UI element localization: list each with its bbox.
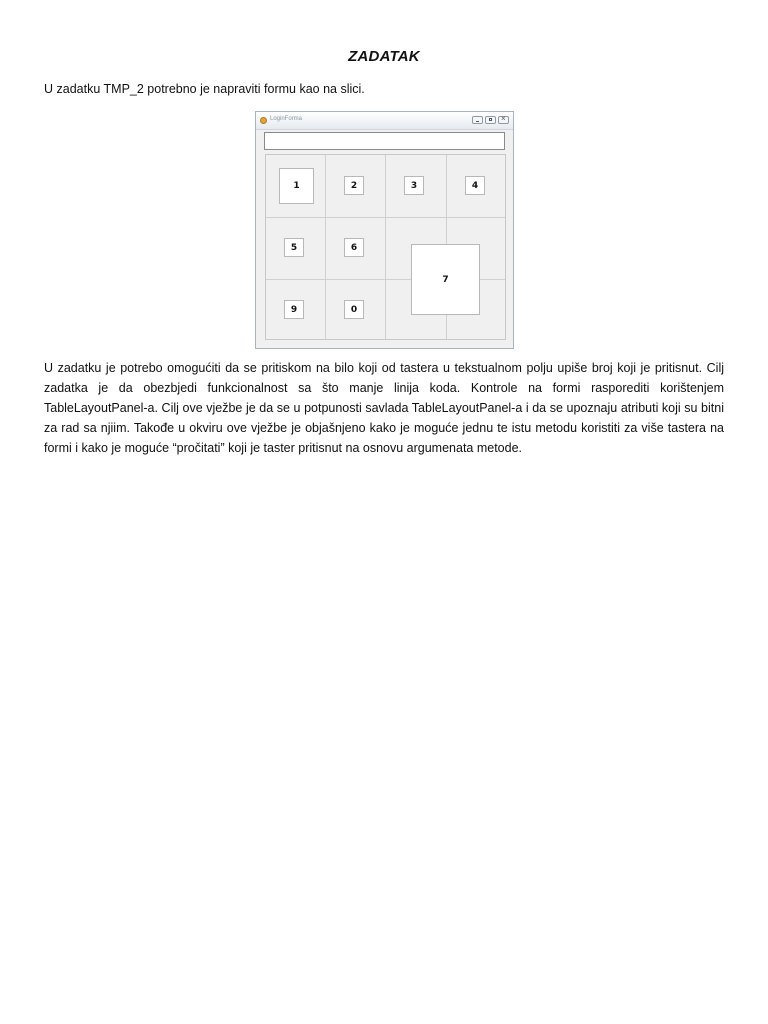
key-9-button[interactable]: 9 [284,300,304,319]
key-1-button[interactable]: 1 [279,168,314,204]
close-icon[interactable] [498,116,509,124]
window-controls [472,116,509,124]
grid-line [266,217,505,218]
window-title: LoginForma [270,116,303,122]
key-6-button[interactable]: 6 [344,238,364,257]
app-icon [260,117,267,124]
key-7-button[interactable]: 7 [411,244,480,315]
key-3-button[interactable]: 3 [404,176,424,195]
grid-line [325,155,326,339]
grid-line [385,155,386,339]
document-title: ZADATAK [348,48,420,65]
key-0-button[interactable]: 0 [344,300,364,319]
form-screenshot [255,111,514,349]
intro-paragraph: U zadatku TMP_2 potrebno je napraviti formu kao na slici. [44,82,365,96]
minimize-icon[interactable] [472,116,483,124]
maximize-icon[interactable] [485,116,496,124]
window-titlebar [256,112,513,130]
key-2-button[interactable]: 2 [344,176,364,195]
key-5-button[interactable]: 5 [284,238,304,257]
number-textbox[interactable] [264,132,505,150]
task-description-paragraph: U zadatku je potrebo omogućiti da se pritiskom na bilo koji od tastera u tekstualnom polju upiše broj koji je pritisnut. Cilj zadatka je da obezbjedi funkcionalnost sa što manje linija koda. Kontrole na formi rasporediti korištenjem TableLayoutPanel-a. Cilj ove vježbe je da se u potpunosti savlada TableLayoutPanel-a i da se upoznaju atributi koji su bitni za rad sa njiim. Takođe u okviru ove vježbe je objašnjeno kako je moguće jednu te istu metodu koristiti za više tastera na formi i kako je moguće “pročitati” koji je taster pritisnut na osnovu argumenata metode. [44,361,724,455]
key-4-button[interactable]: 4 [465,176,485,195]
table-layout-panel [265,154,506,340]
